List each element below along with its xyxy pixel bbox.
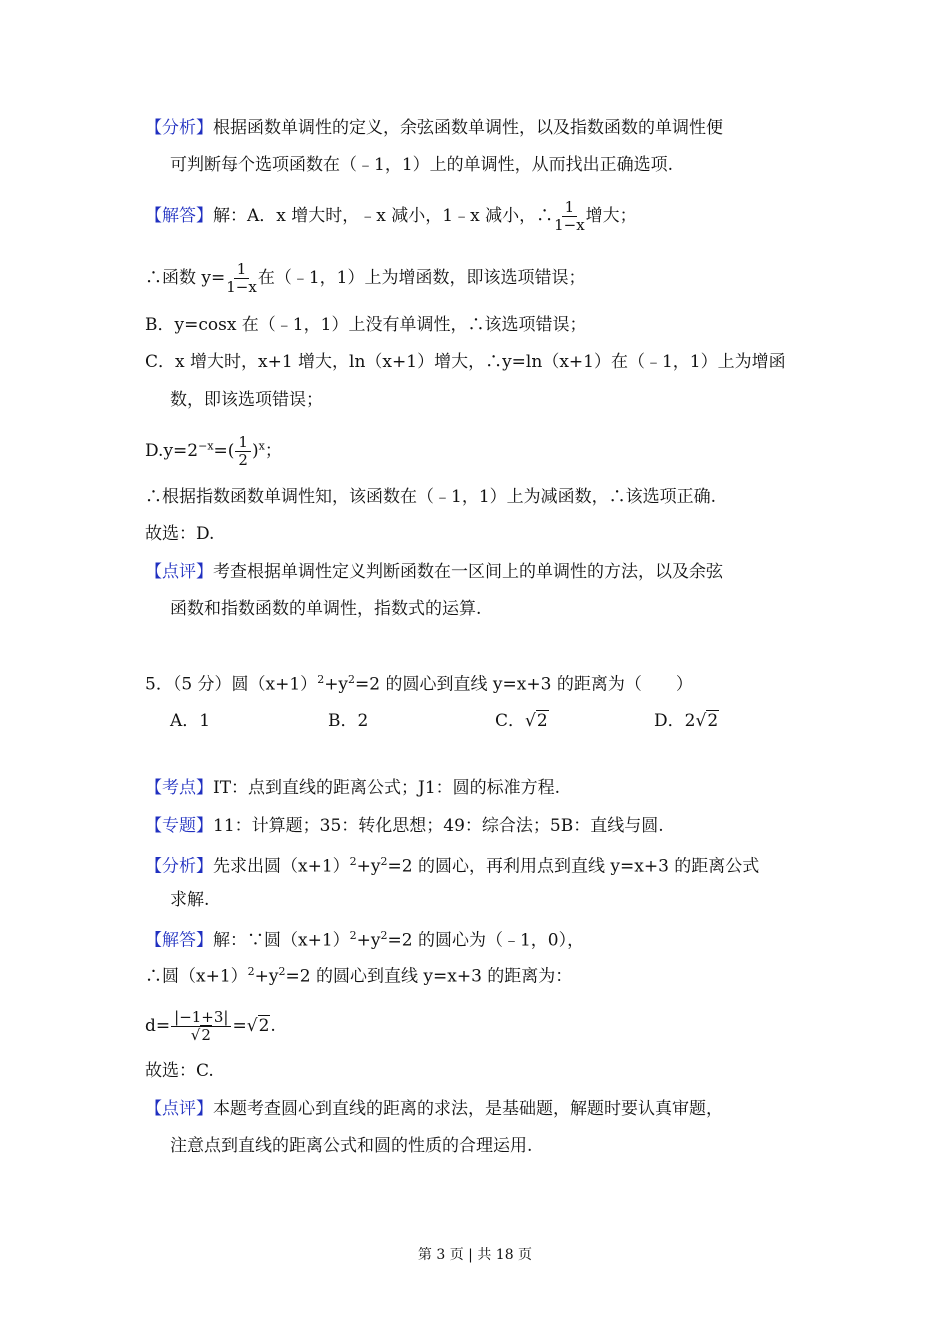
text: 解：A．x 增大时，﹣x 减小，1﹣x 减小，∴ [213, 206, 554, 226]
exponent: 2 [317, 673, 325, 686]
option-c [495, 706, 549, 731]
q4-lineD [145, 434, 282, 469]
text: ) [251, 441, 259, 461]
text: D. [145, 441, 164, 461]
exponent: 2 [348, 673, 356, 686]
text: 5．（5 分）圆（x+1） [145, 674, 318, 695]
fraction [554, 199, 585, 234]
text: y=2 [163, 441, 199, 461]
text: =2 的圆心到直线 y=x+3 的距离为（ ） [355, 674, 693, 695]
text: =2 的圆心，再利用点到直线 y=x+3 的距离公式 [387, 856, 760, 877]
comment-tag: 【点评】 [145, 562, 213, 582]
label: A． [170, 711, 200, 731]
numerator: 1 [562, 199, 578, 217]
text: . [270, 1016, 276, 1036]
exponent: x [258, 439, 265, 453]
sqrt: √2 [695, 711, 719, 731]
text: 增大； [585, 206, 637, 226]
text: ； [264, 441, 282, 461]
q5-answer [145, 925, 584, 952]
text: =( [213, 441, 235, 461]
numerator: 1 [235, 434, 251, 452]
value: 1 [199, 711, 211, 731]
answer-tag: 【解答】 [145, 206, 213, 226]
comment-tag: 【点评】 [145, 1099, 213, 1119]
text: =2 的圆心为（﹣1，0）， [387, 930, 585, 951]
q5-distance-formula [145, 1009, 276, 1044]
q5-analysis2: 求解. [170, 890, 210, 910]
exponent: 2 [278, 965, 286, 978]
exponent: 2 [349, 855, 357, 868]
q4-analysis-line2: 可判断每个选项函数在（﹣1，1）上的单调性，从而找出正确选项. [170, 155, 674, 175]
q4-lineB: B．y=cosx 在（﹣1，1）上没有单调性，∴该选项错误； [145, 315, 587, 335]
text: 解：∵圆（x+1） [213, 930, 350, 951]
fraction [226, 261, 257, 296]
q4-lineC2: 数，即该选项错误； [170, 390, 323, 410]
text: 根据函数单调性的定义，余弦函数单调性，以及指数函数的单调性便 [213, 118, 723, 138]
q5-comment2: 注意点到直线的距离公式和圆的性质的合理运用. [170, 1136, 533, 1156]
q5-comment [145, 1098, 723, 1120]
q4-comment [145, 561, 723, 583]
exponent: −x [198, 439, 214, 453]
denominator: 2 [238, 451, 248, 469]
sqrt: √2 [525, 711, 548, 731]
sqrt: √2 [246, 1016, 270, 1036]
text: d= [145, 1016, 171, 1036]
denominator: 1−x [226, 278, 257, 296]
analysis-tag: 【分析】 [145, 118, 213, 138]
q4-line2 [145, 261, 585, 296]
label: B． [328, 711, 358, 731]
exponent: 2 [380, 855, 388, 868]
text: IT：点到直线的距离公式；J1：圆的标准方程. [213, 778, 561, 798]
label: D． [654, 711, 685, 731]
radicand: 2 [258, 1016, 270, 1036]
q4-comment2: 函数和指数函数的单调性，指数式的运算. [170, 599, 482, 619]
q5-choice: 故选：C. [145, 1061, 214, 1081]
q5-line2 [145, 961, 572, 988]
text: +y [356, 856, 381, 877]
radicand: 2 [201, 1026, 211, 1044]
q5-zhuanti [145, 815, 664, 837]
denominator: 1−x [554, 216, 585, 234]
text: +y [324, 674, 349, 695]
label: C． [495, 711, 526, 731]
text: 在（﹣1，1）上为增函数，即该选项错误； [257, 268, 586, 288]
exponent: 2 [380, 929, 388, 942]
coef: 2 [684, 711, 696, 731]
kaodian-tag: 【考点】 [145, 778, 213, 798]
q4-conclusion: ∴根据指数函数单调性知，该函数在（﹣1，1）上为减函数，∴该选项正确. [145, 487, 717, 507]
option-d [654, 706, 719, 731]
radicand: 2 [536, 711, 548, 731]
option-b [328, 706, 368, 731]
page-footer: 第 3 页 | 共 18 页 [417, 1247, 533, 1263]
answer-tag: 【解答】 [145, 930, 213, 951]
text: = [232, 1016, 247, 1036]
analysis-tag: 【分析】 [145, 856, 213, 877]
fraction [171, 1009, 231, 1044]
text: 11：计算题；35：转化思想；49：综合法；5B：直线与圆. [213, 816, 664, 836]
sqrt: √2 [190, 1026, 211, 1044]
text: =2 的圆心到直线 y=x+3 的距离为： [285, 966, 573, 987]
numerator: 1 [234, 261, 250, 279]
zhuanti-tag: 【专题】 [145, 816, 213, 836]
text: ∴圆（x+1） [145, 966, 248, 987]
text: +y [356, 930, 381, 951]
q4-answer-line [145, 199, 637, 234]
q4-analysis-line [145, 117, 723, 139]
value: 2 [357, 711, 369, 731]
text: 先求出圆（x+1） [213, 856, 350, 877]
option-a [170, 706, 210, 731]
q4-choice: 故选：D. [145, 524, 215, 544]
text: +y [254, 966, 279, 987]
text: ∴函数 y= [145, 268, 226, 288]
exponent: 2 [349, 929, 357, 942]
text: 本题考查圆心到直线的距离的求法，是基础题，解题时要认真审题， [213, 1099, 723, 1119]
exponent: 2 [247, 965, 255, 978]
q5-stem [145, 669, 693, 696]
q4-lineC: C．x 增大时，x+1 增大，ln（x+1）增大，∴y=ln（x+1）在（﹣1，1）上为增函 [145, 352, 786, 372]
text: 考查根据单调性定义判断函数在一区间上的单调性的方法，以及余弦 [213, 562, 723, 582]
q5-analysis [145, 851, 759, 878]
fraction [235, 434, 251, 469]
numerator: |−1+3| [171, 1009, 231, 1027]
q5-kaodian [145, 777, 560, 799]
radicand: 2 [707, 711, 719, 731]
